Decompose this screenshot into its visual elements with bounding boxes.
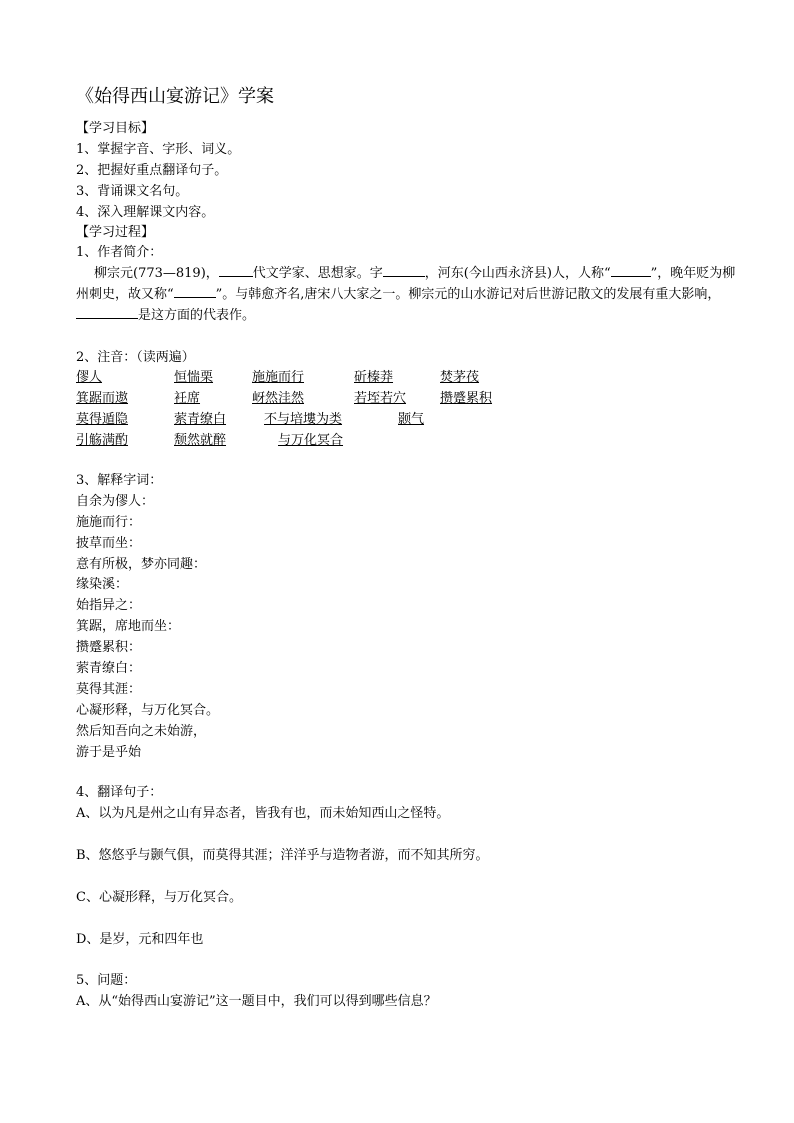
pronunciation-term: 攒蹙累积: [440, 391, 493, 406]
pronunciation-term: 斫榛莽: [354, 370, 394, 385]
pronunciation-term: 若垤若穴: [354, 391, 407, 406]
goal-item: 3、背诵课文名句。: [76, 184, 189, 199]
author-paragraph: 柳宗元(773—819)， 代文学家、思想家。字 ，河东(今山西永济县)人，人称“ ”，晚年贬为柳州刺史，故又称“ ”。与韩愈齐名,唐宋八大家之一。柳宗元的山水游记对后世游记散文的发展有重大影响，是这方面的代表作。: [76, 263, 736, 326]
questions-heading: 5、问题：: [76, 973, 137, 988]
pronunciation-term: 僇人: [76, 370, 103, 385]
pronunciation-term: 施施而行: [252, 370, 305, 385]
page-title: 《始得西山宴游记》学案: [76, 86, 274, 107]
explain-item: 心凝形释，与万化冥合。: [76, 703, 220, 718]
explain-item: 箕踞，席地而坐：: [76, 619, 181, 634]
explain-item: 游于是乎始: [76, 745, 142, 760]
explain-item: 自余为僇人：: [76, 494, 155, 509]
pronunciation-term: 衽席: [174, 391, 201, 406]
goal-item: 1、掌握字音、字形、词义。: [76, 142, 241, 157]
pronunciation-term: 焚茅茷: [440, 370, 480, 385]
process-heading: 【学习过程】: [76, 225, 155, 240]
pronunciation-term: 颓然就醉: [174, 433, 227, 448]
pronunciation-term: 与万化冥合: [278, 433, 344, 448]
question-item: A、从“始得西山宴游记”这一题目中，我们可以得到哪些信息？: [76, 994, 437, 1009]
explain-item: 莫得其涯：: [76, 682, 142, 697]
pronunciation-term: 颢气: [398, 412, 425, 427]
pronunciation-term: 箕踞而遨: [76, 391, 129, 406]
explain-item: 披草而坐：: [76, 536, 142, 551]
translate-heading: 4、翻译句子：: [76, 785, 163, 800]
goals-heading: 【学习目标】: [76, 121, 155, 136]
explain-heading: 3、解释字词：: [76, 473, 163, 488]
pronunciation-term: 岈然洼然: [252, 391, 305, 406]
explain-item: 缘染溪：: [76, 577, 129, 592]
pronunciation-term: 莫得遁隐: [76, 412, 129, 427]
pronunciation-term: 恒惴栗: [174, 370, 214, 385]
pronunciation-term: 不与培塿为类: [264, 412, 343, 427]
goal-item: 2、把握好重点翻译句子。: [76, 163, 228, 178]
pronunciation-row: [76, 432, 736, 450]
pronunciation-heading: 2、注音：（读两遍）: [76, 350, 195, 365]
translate-item: B、悠悠乎与颢气俱，而莫得其涯；洋洋乎与造物者游，而不知其所穷。: [76, 848, 489, 863]
translate-item: A、以为凡是州之山有异态者，皆我有也，而未始知西山之怪特。: [76, 806, 450, 821]
author-heading: 1、作者简介：: [76, 245, 163, 260]
explain-item: 然后知吾向之未始游，: [76, 724, 207, 739]
blank-courtesy-name[interactable]: [383, 263, 425, 277]
pronunciation-row: [76, 369, 736, 387]
explain-item: 始指异之：: [76, 598, 142, 613]
pronunciation-term: 萦青缭白: [174, 412, 227, 427]
goal-item: 4、深入理解课文内容。: [76, 205, 215, 220]
pronunciation-row: [76, 411, 736, 429]
explain-item: 萦青缭白：: [76, 661, 142, 676]
pronunciation-term: 引觞满酌: [76, 433, 129, 448]
blank-title[interactable]: [174, 284, 216, 298]
explain-item: 意有所极，梦亦同趣：: [76, 557, 207, 572]
blank-dynasty[interactable]: [219, 263, 253, 277]
blank-work[interactable]: [76, 305, 138, 319]
explain-item: 施施而行：: [76, 515, 142, 530]
pronunciation-row: [76, 390, 736, 408]
translate-item: D、是岁，元和四年也: [76, 932, 204, 947]
blank-nickname[interactable]: [611, 263, 651, 277]
explain-item: 攒蹙累积：: [76, 640, 142, 655]
translate-item: C、心凝形释，与万化冥合。: [76, 890, 242, 905]
